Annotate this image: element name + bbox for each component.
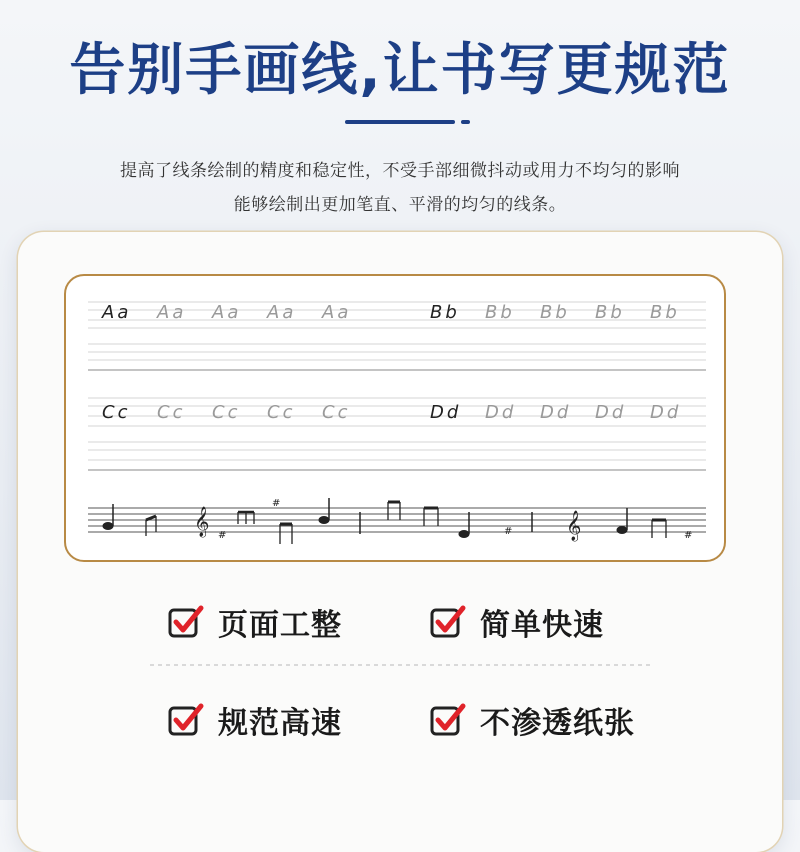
handwriting-sample: Bb bbox=[430, 302, 460, 323]
handwriting-sample: Aa bbox=[102, 302, 132, 323]
handwriting-sample: Bb bbox=[485, 302, 515, 323]
title-divider-dot bbox=[461, 120, 470, 124]
handwriting-sample: Dd bbox=[595, 402, 627, 423]
handwriting-sample: Bb bbox=[540, 302, 570, 323]
handwriting-sample: Cc bbox=[267, 402, 296, 423]
svg-text:#: # bbox=[504, 526, 513, 537]
handwriting-sample: Dd bbox=[485, 402, 517, 423]
handwriting-sample: Bb bbox=[650, 302, 680, 323]
feature-page-neat bbox=[168, 600, 342, 644]
music-notes bbox=[103, 498, 692, 544]
red-check-icon bbox=[168, 702, 204, 738]
handwriting-sample: Dd bbox=[650, 402, 682, 423]
title-divider bbox=[345, 120, 455, 124]
feature-label: 页面工整 bbox=[218, 608, 342, 643]
feature-no-bleed bbox=[430, 698, 635, 742]
svg-text:𝄞: 𝄞 bbox=[566, 511, 582, 541]
handwriting-sheet bbox=[64, 274, 726, 562]
sheet-lines bbox=[66, 276, 726, 562]
subtitle-line-1: 提高了线条绘制的精度和稳定性，不受手部细微抖动或用力不均匀的影响 bbox=[120, 161, 680, 181]
feature-label: 简单快速 bbox=[480, 608, 604, 643]
feature-label: 不渗透纸张 bbox=[480, 706, 635, 741]
svg-text:#: # bbox=[684, 530, 693, 541]
handwriting-sample: Cc bbox=[322, 402, 351, 423]
red-check-icon bbox=[430, 604, 466, 640]
svg-text:#: # bbox=[218, 530, 227, 541]
page-title: 告别手画线,让书写更规范 bbox=[69, 38, 731, 103]
svg-text:𝄞: 𝄞 bbox=[194, 507, 210, 537]
handwriting-sample: Aa bbox=[157, 302, 187, 323]
handwriting-sample: Bb bbox=[595, 302, 625, 323]
handwriting-sample: Dd bbox=[540, 402, 572, 423]
svg-text:#: # bbox=[272, 498, 281, 509]
handwriting-sample: Aa bbox=[267, 302, 297, 323]
red-check-icon bbox=[168, 604, 204, 640]
handwriting-sample: Cc bbox=[102, 402, 131, 423]
handwriting-sample: Cc bbox=[157, 402, 186, 423]
subtitle-line-2: 能够绘制出更加笔直、平滑的均匀的线条。 bbox=[233, 195, 567, 215]
red-check-icon bbox=[430, 702, 466, 738]
handwriting-sample: Aa bbox=[322, 302, 352, 323]
feature-divider bbox=[150, 664, 650, 666]
feature-label: 规范高速 bbox=[218, 706, 342, 741]
handwriting-sample: Cc bbox=[212, 402, 241, 423]
feature-standard-speed bbox=[168, 698, 342, 742]
feature-simple-fast bbox=[430, 600, 604, 644]
handwriting-sample: Aa bbox=[212, 302, 242, 323]
handwriting-sample: Dd bbox=[430, 402, 462, 423]
